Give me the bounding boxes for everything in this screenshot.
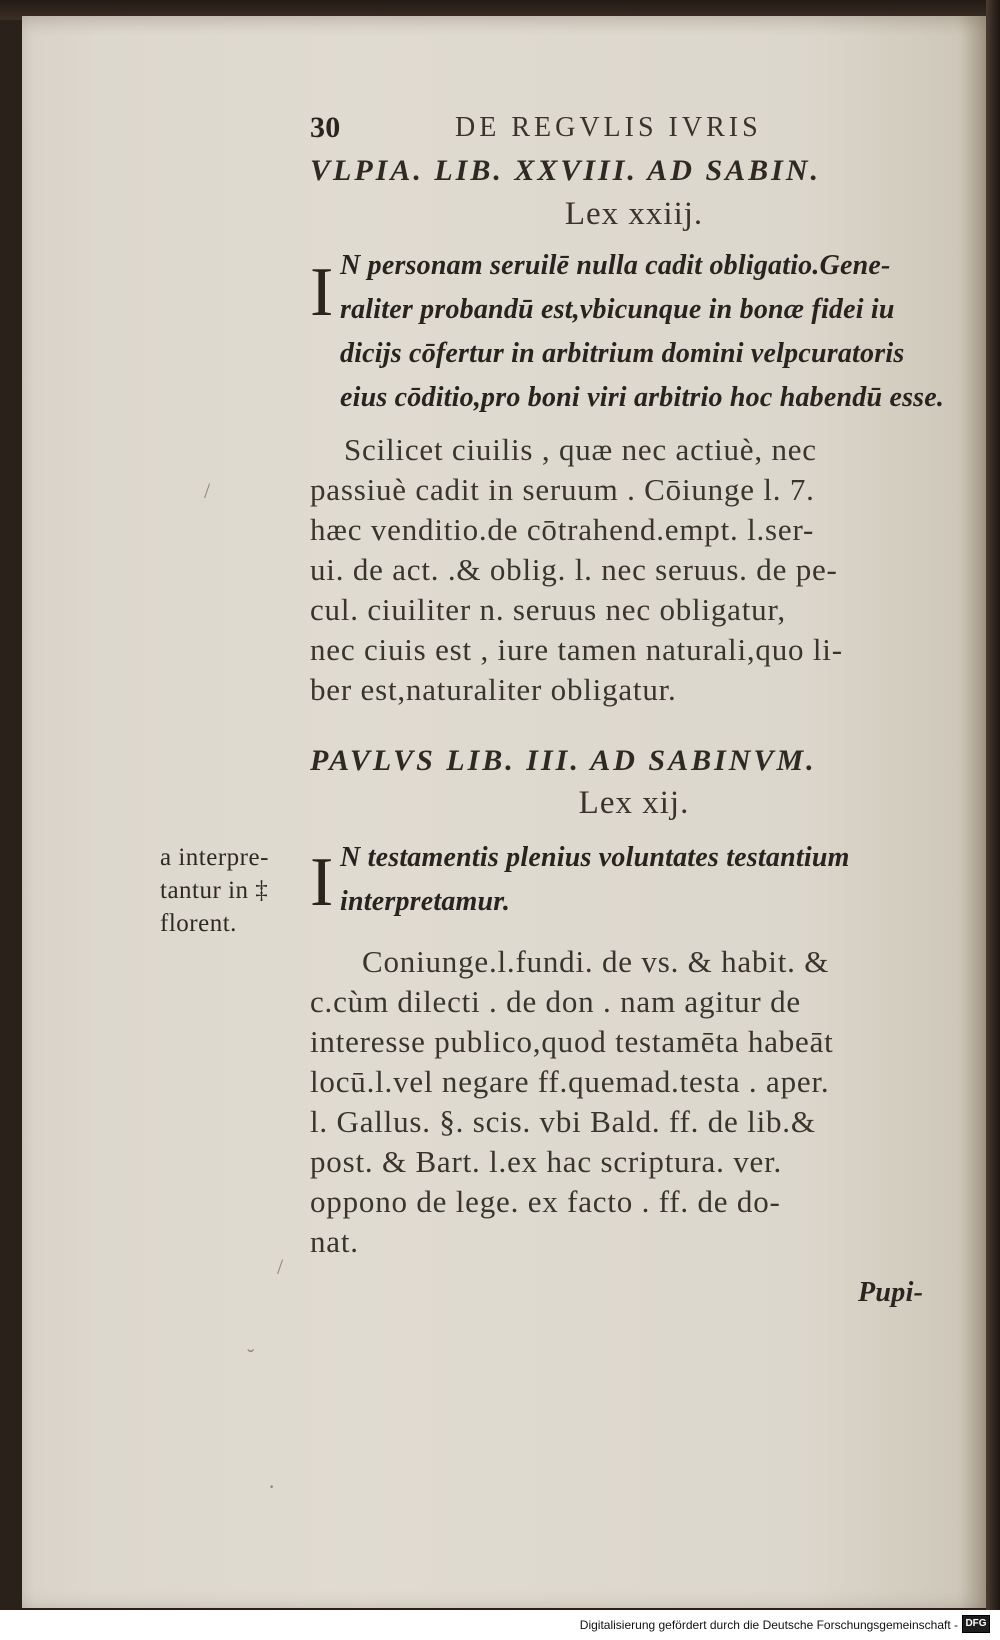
drop-initial: I xyxy=(310,844,334,921)
paper-speck: · xyxy=(268,1474,276,1499)
commentary-1 xyxy=(310,430,958,710)
rule-line: N personam seruilē nulla cadit obligatio.Gene- xyxy=(340,250,891,281)
commentary-line: nat. xyxy=(310,1224,359,1259)
paper-speck: / xyxy=(277,1254,284,1279)
scan-right-shadow xyxy=(986,0,1000,1610)
commentary-line: nec ciuis est , iure tamen naturali,quo li- xyxy=(310,632,843,667)
commentary-line: locū.l.vel negare ff.quemad.testa . aper. xyxy=(310,1064,830,1099)
lex-heading-12: Lex xij. xyxy=(578,785,690,821)
marginal-note-line: a interpre- xyxy=(160,844,269,871)
dfg-logo: DFG xyxy=(962,1615,990,1633)
paper-speck: / xyxy=(204,478,211,503)
lex-heading-23: Lex xxiij. xyxy=(564,196,704,232)
commentary-line: interesse publico,quod testamēta habeāt xyxy=(310,1024,834,1059)
marginal-note-line: tantur in ‡ xyxy=(160,877,269,904)
commentary-line: ui. de act. .& oblig. l. nec seruus. de pe- xyxy=(310,552,838,587)
running-head xyxy=(310,108,958,148)
marginal-note-line: florent. xyxy=(160,910,237,937)
paper-speck: ˘ xyxy=(247,1344,255,1369)
commentary-line: l. Gallus. §. scis. vbi Bald. ff. de lib.& xyxy=(310,1104,816,1139)
commentary-line: Scilicet ciuilis , quæ nec actiuè, nec xyxy=(344,432,817,467)
rule-line: eius cōditio,pro boni viri arbitrio hoc habendū esse. xyxy=(340,382,945,413)
digitization-footer xyxy=(0,1610,1000,1640)
rule-line: dicijs cōfertur in arbitrium domini velpcuratoris xyxy=(340,338,905,369)
book-page xyxy=(22,16,994,1608)
commentary-line: c.cùm dilecti . de don . nam agitur de xyxy=(310,984,801,1019)
commentary-line: Coniunge.l.fundi. de vs. & habit. & xyxy=(362,944,830,979)
rule-text-2 xyxy=(340,836,958,924)
drop-initial: I xyxy=(310,254,334,331)
commentary-line: passiuè cadit in seruum . Cōiunge l. 7. xyxy=(310,472,815,507)
rule-line: interpretamur. xyxy=(340,886,511,917)
commentary-line: oppono de lege. ex facto . ff. de do- xyxy=(310,1184,781,1219)
rule-line: raliter probandū est,vbicunque in bonæ fidei iu xyxy=(340,294,895,325)
marginal-note xyxy=(160,841,310,940)
rule-line: N testamentis plenius voluntates testantium xyxy=(340,842,850,873)
page-number: 30 xyxy=(310,111,341,144)
source-heading-ulpian: VLPIA. LIB. XXVIII. AD SABIN. xyxy=(310,154,822,187)
commentary-line: post. & Bart. l.ex hac scriptura. ver. xyxy=(310,1144,783,1179)
commentary-line: ber est,naturaliter obligatur. xyxy=(310,672,677,707)
catchword: Pupi- xyxy=(858,1277,924,1308)
funding-credit: Digitalisierung gefördert durch die Deutsche Forschungsgemeinschaft - xyxy=(579,1618,958,1632)
source-heading-paulus: PAVLVS LIB. III. AD SABINVM. xyxy=(310,744,817,777)
commentary-2 xyxy=(310,942,958,1262)
commentary-line: cul. ciuiliter n. seruus nec obligatur, xyxy=(310,592,786,627)
rule-text-1 xyxy=(340,244,958,420)
running-title: DE REGVLIS IVRIS xyxy=(455,112,762,143)
commentary-line: hæc venditio.de cōtrahend.empt. l.ser- xyxy=(310,512,815,547)
